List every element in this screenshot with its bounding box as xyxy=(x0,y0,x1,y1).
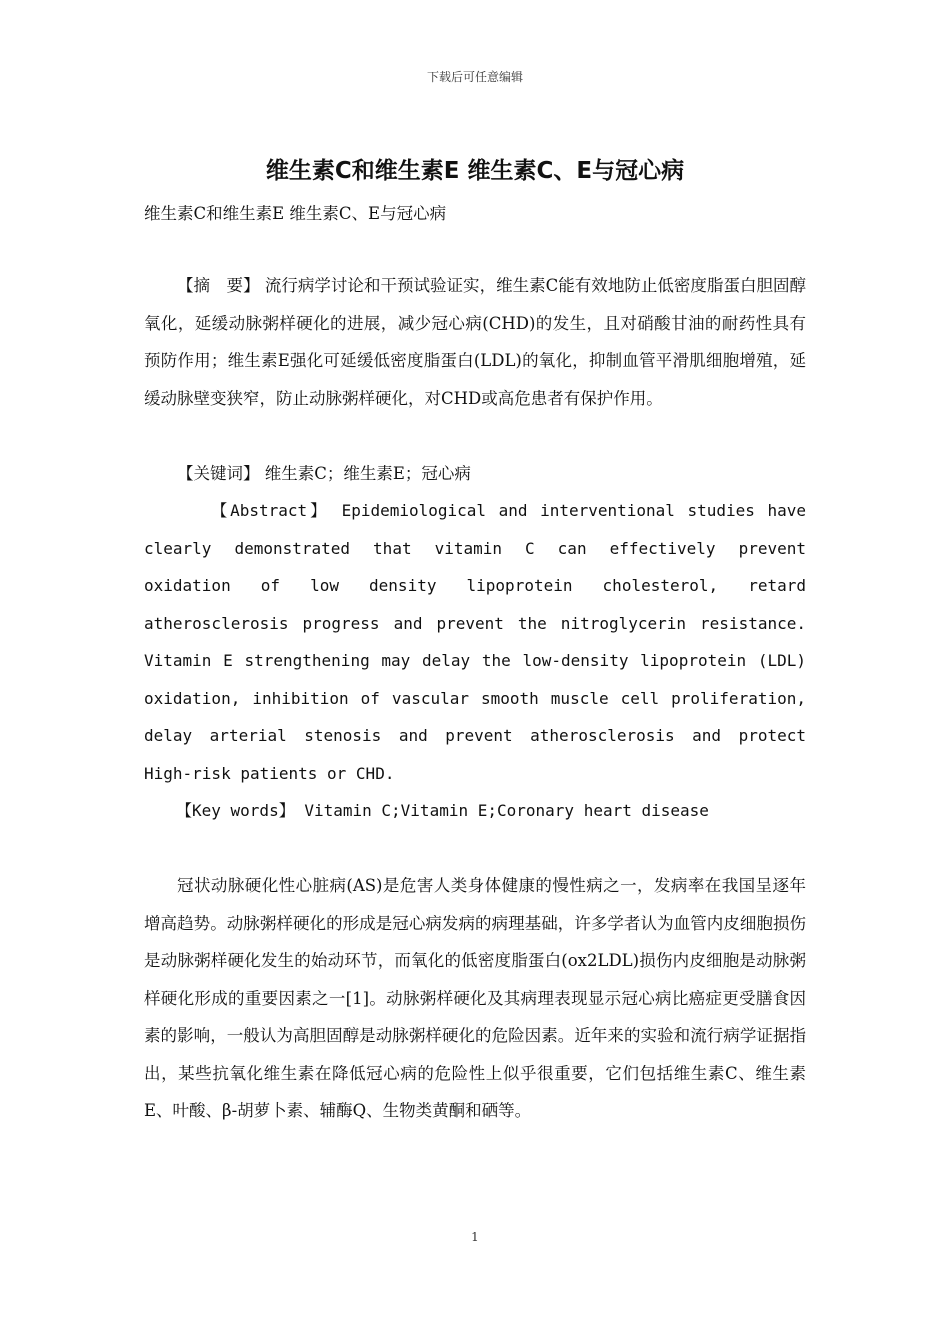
keywords-chinese-label: 【关键词】 xyxy=(177,464,260,483)
document-subtitle: 维生素C和维生素E 维生素C、E与冠心病 xyxy=(144,204,447,223)
keywords-chinese-text: 维生素C；维生素E；冠心病 xyxy=(259,464,471,483)
abstract-chinese xyxy=(144,267,806,417)
body-paragraph: 冠状动脉硬化性心脏病(AS)是危害人类身体健康的慢性病之一，发病率在我国呈逐年增高趋势。动脉粥样硬化的形成是冠心病发病的病理基础，许多学者认为血管内皮细胞损伤是动脉粥样硬化发生的始动环节，而氧化的低密度脂蛋白(ox2LDL)损伤内皮细胞是动脉粥样硬化形成的重要因素之一[1]。动脉粥样硬化及其病理表现显示冠心病比癌症更受膳食因素的影响，一般认为高胆固醇是动脉粥样硬化的危险因素。近年来的实验和流行病学证据指出，某些抗氧化维生素在降低冠心病的危险性上似乎很重要，它们包括维生素C、维生素E、叶酸、β-胡萝卜素、辅酶Q、生物类黄酮和硒等。 xyxy=(144,876,806,1120)
page-header-note: 下载后可任意编辑 xyxy=(426,70,523,84)
abstract-chinese-label: 【摘 要】 xyxy=(177,276,260,295)
keywords-english-label: 【Key words】 xyxy=(176,801,295,820)
keywords-chinese xyxy=(144,455,806,493)
abstract-english xyxy=(144,492,806,792)
keywords-english xyxy=(144,792,806,830)
keywords-english-text: Vitamin C;Vitamin E;Coronary heart disease xyxy=(294,801,709,820)
document-title: 维生素C和维生素E 维生素C、E与冠心病 xyxy=(265,158,685,184)
abstract-english-text: Epidemiological and interventional studies have clearly demonstrated that vitamin C can effectively prevent oxidation of low density lipoprotein cholesterol, retard atherosclerosis progress and prevent the nitroglycerin resistance. Vitamin E strengthening may delay the low-density lipoprotein (LDL) oxidation, inhibition of vascular smooth muscle cell proliferation, delay arterial stenosis and prevent atherosclerosis and protect High-risk patients or CHD. xyxy=(144,501,806,783)
abstract-chinese-text: 流行病学讨论和干预试验证实，维生素C能有效地防止低密度脂蛋白胆固醇氧化，延缓动脉粥样硬化的进展，减少冠心病(CHD)的发生，且对硝酸甘油的耐药性具有预防作用；维生素E强化可延缓低密度脂蛋白(LDL)的氧化，抑制血管平滑肌细胞增殖，延缓动脉壁变狭窄，防止动脉粥样硬化，对CHD或高危患者有保护作用。 xyxy=(144,276,807,408)
page-number: 1 xyxy=(471,1230,479,1244)
abstract-english-label: 【Abstract】 xyxy=(211,501,330,520)
